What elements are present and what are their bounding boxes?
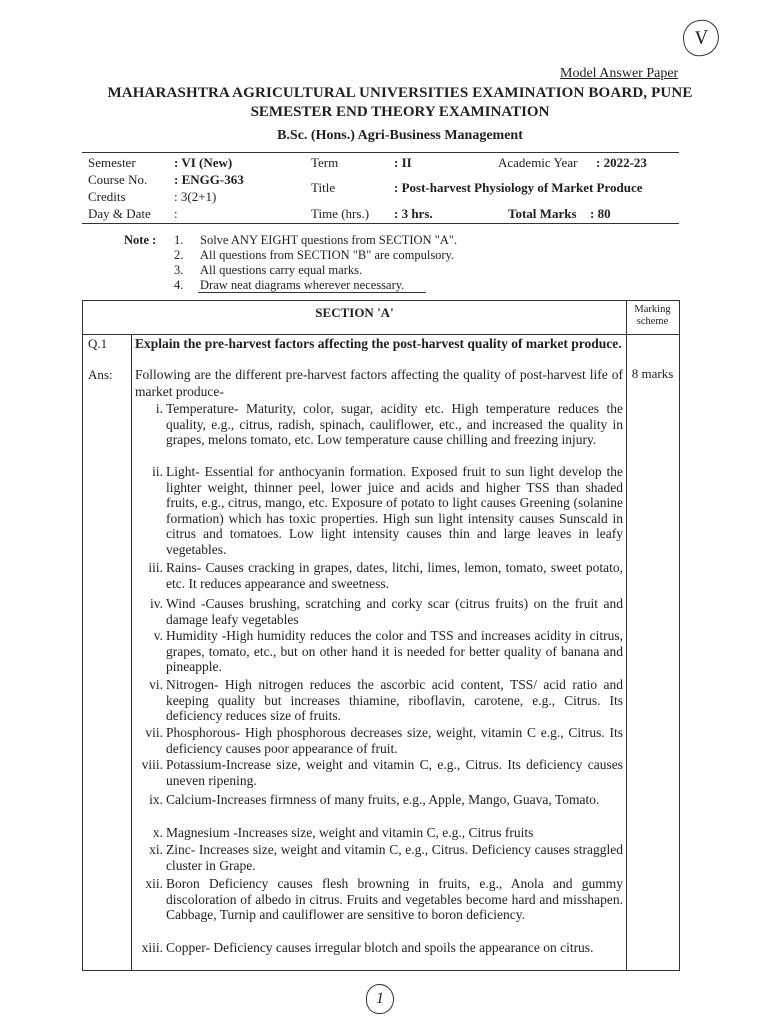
time-label: Time (hrs.) — [311, 206, 370, 221]
question-text: Explain the pre-harvest factors affecting the post-harvest quality of market produce. — [135, 336, 622, 351]
note-text: Solve ANY EIGHT questions from SECTION "A". — [200, 233, 458, 247]
answer-label: Ans: — [88, 367, 113, 382]
item-text: Phosphorous- High phosphorous decreases size, weight, vitamin C e.g., Citrus. Its deficiency causes poor appearance of fruit. — [166, 725, 623, 756]
date-label: Day & Date — [88, 206, 151, 221]
marks-column-divider — [626, 301, 627, 970]
item-text: Copper- Deficiency causes irregular blotch and spoils the appearance on citrus. — [166, 940, 594, 955]
section-title: SECTION 'A' — [315, 305, 394, 320]
board-heading: MAHARASHTRA AGRICULTURAL UNIVERSITIES EXAMINATION BOARD, PUNE — [107, 85, 693, 101]
semester-value: : VI (New) — [174, 155, 233, 170]
item-text: Calcium-Increases firmness of many fruits, e.g., Apple, Mango, Guava, Tomato. — [166, 792, 600, 807]
item-number: v. — [153, 628, 163, 643]
item-text: Magnesium -Increases size, weight and vitamin C, e.g., Citrus fruits — [166, 825, 534, 840]
note-number: 2. — [174, 248, 184, 262]
item-number: i. — [155, 401, 163, 416]
item-number: iii. — [148, 560, 163, 575]
credits-value: : 3(2+1) — [174, 189, 217, 204]
item-number: viii. — [141, 757, 163, 772]
semester-label: Semester — [88, 155, 136, 170]
item-number: x. — [152, 825, 163, 840]
marking-scheme-header: Marking scheme — [634, 304, 671, 327]
item-text: Nitrogen- High nitrogen reduces the ascorbic acid content, TSS/ acid ratio and keeping quality but increases thiamine, riboflavin, carotene, e.g., Citrus. Its deficiency reduces size of fruits. — [166, 677, 623, 723]
course-value: : ENGG-363 — [174, 172, 244, 187]
item-number: iv. — [150, 596, 163, 611]
marks-value: 8 marks — [631, 366, 674, 381]
item-number: xi. — [149, 842, 163, 857]
note-number: 1. — [174, 233, 184, 247]
note-text: Draw neat diagrams wherever necessary. — [200, 278, 405, 292]
item-number: ix. — [149, 792, 163, 807]
item-number: vi. — [149, 677, 163, 692]
section-a-table — [82, 300, 680, 971]
time-value: : 3 hrs. — [394, 206, 433, 221]
title-label: Title — [311, 180, 336, 195]
item-number: xiii. — [141, 940, 163, 955]
item-text: Boron Deficiency causes flesh browning in fruits, e.g., Anola and gummy discoloration of albedo in citrus. Fruits and vegetables become hard and misshapen. Cabbage, Turnip and cauliflower are sensitive to boron deficiency. — [166, 876, 623, 922]
total-marks-value: : 80 — [590, 206, 611, 221]
question-label: Q.1 — [88, 336, 108, 351]
model-answer-label — [560, 66, 678, 82]
handwritten-tick-mark: V — [681, 18, 722, 59]
item-text: Light- Essential for anthocyanin formation. Exposed fruit to sun light develop the lighter weight, thinner peel, lower juice and acids and higher TSS than shaded fruits, e.g., citrus, mango, etc. Exposure of potato to light causes Greening (solanine formation) which has toxic properties. High sun light intensity causes Sunscald in citrus and tomatoes. Low light intensity causes thin and large leaves in leafy vegetables. — [166, 464, 623, 557]
item-text: Wind -Causes brushing, scratching and corky scar (citrus fruits) on the fruit and damage leafy vegetables — [166, 596, 623, 627]
item-text: Humidity -High humidity reduces the color and TSS and increases acidity in citrus, grapes, tomato, etc., but on other hand it is needed for better quality of banana and pineapple. — [166, 628, 623, 674]
title-value: : Post-harvest Physiology of Market Produce — [394, 180, 643, 195]
item-text: Potassium-Increase size, weight and vitamin C, e.g., Citrus. Its deficiency causes uneven ripening. — [166, 757, 623, 788]
item-number: ii. — [152, 464, 163, 479]
credits-label: Credits — [88, 189, 126, 204]
note-text: All questions carry equal marks. — [200, 263, 363, 277]
note-number: 4. — [174, 278, 184, 292]
date-value: : — [174, 206, 178, 221]
course-label: Course No. — [88, 172, 148, 187]
item-text: Rains- Causes cracking in grapes, dates, litchi, limes, lemon, tomato, sweet potato, etc. It reduces appearance and sweetness. — [166, 560, 623, 591]
note-text: All questions from SECTION "B" are compulsory. — [200, 248, 455, 262]
item-number: xii. — [145, 876, 163, 891]
total-marks-label: Total Marks — [508, 206, 577, 221]
note-label: Note : — [124, 233, 157, 247]
exam-heading: SEMESTER END THEORY EXAMINATION — [250, 104, 550, 120]
item-number: vii. — [145, 725, 163, 740]
note-number: 3. — [174, 263, 184, 277]
page-number: 1 — [366, 984, 394, 1014]
academic-year-value: : 2022-23 — [596, 155, 647, 170]
academic-year-label: Academic Year — [498, 155, 578, 170]
program-heading: B.Sc. (Hons.) Agri-Business Management — [277, 128, 523, 143]
notes-underline — [198, 292, 426, 293]
item-text: Temperature- Maturity, color, sugar, acidity etc. High temperature reduces the quality, e.g., citrus, radish, spinach, cauliflower, etc., and increased the quality in grapes, melons tomato, etc. Low temperature cause chilling and freezing injury. — [166, 401, 623, 447]
term-label: Term — [311, 155, 339, 170]
term-value: : II — [394, 155, 412, 170]
header-top-rule — [82, 152, 679, 153]
answer-intro: Following are the different pre-harvest factors affecting the quality of post-harvest life of market produce- — [135, 367, 623, 399]
item-text: Zinc- Increases size, weight and vitamin C, e.g., Citrus. Deficiency causes straggled cluster in Grape. — [166, 842, 623, 873]
label-column-divider — [131, 334, 132, 970]
model-answer-text: Model Answer Paper — [560, 66, 679, 81]
header-bottom-rule — [82, 223, 679, 224]
